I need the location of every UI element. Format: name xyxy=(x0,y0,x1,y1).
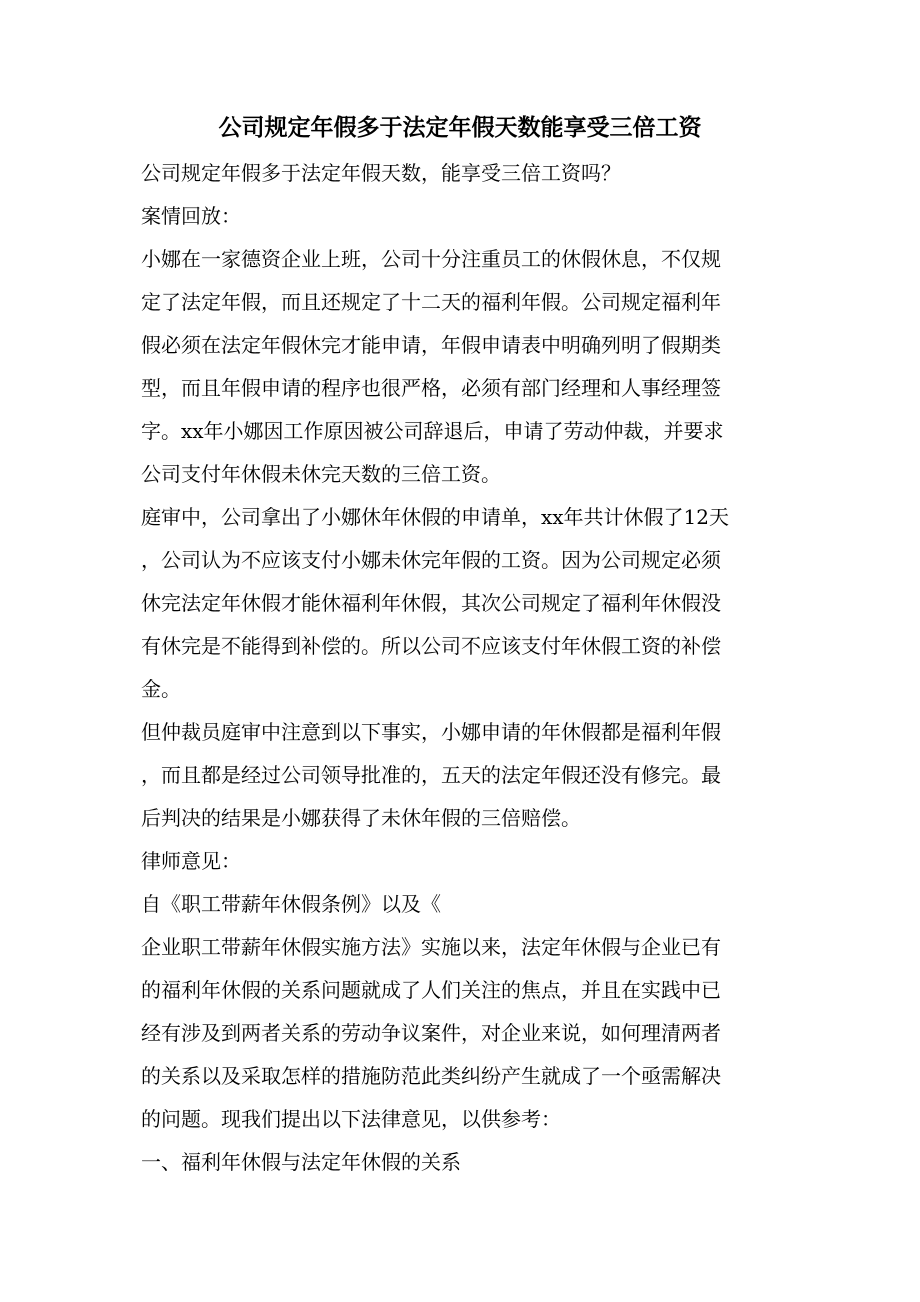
text-line: 庭审中，公司拿出了小娜休年休假的申请单，xx年共计休假了12天 xyxy=(141,505,730,529)
text-line: 小娜在一家德资企业上班，公司十分注重员工的休假休息，不仅规 xyxy=(141,247,721,271)
text-line: 的问题。现我们提出以下法律意见，以供参考： xyxy=(141,1107,561,1131)
text-line: 的福利年休假的关系问题就成了人们关注的焦点，并且在实践中已 xyxy=(141,978,721,1002)
text-line: 经有涉及到两者关系的劳动争议案件，对企业来说，如何理清两者 xyxy=(141,1021,721,1045)
text-line: 的关系以及采取怎样的措施防范此类纠纷产生就成了一个亟需解决 xyxy=(141,1064,721,1088)
text-line: 型，而且年假申请的程序也很严格，必须有部门经理和人事经理签 xyxy=(141,376,721,400)
text-line: 休完法定年休假才能休福利年休假，其次公司规定了福利年休假没 xyxy=(141,591,721,615)
document-title: 公司规定年假多于法定年假天数能享受三倍工资 xyxy=(218,114,702,141)
text-line: 后判决的结果是小娜获得了未休年假的三倍赔偿。 xyxy=(141,806,581,830)
text-line: 律师意见： xyxy=(141,849,241,873)
text-line: 但仲裁员庭审中注意到以下事实，小娜申请的年休假都是福利年假 xyxy=(141,720,721,744)
text-line: ，公司认为不应该支付小娜未休完年假的工资。因为公司规定必须 xyxy=(141,548,721,572)
text-line: 定了法定年假，而且还规定了十二天的福利年假。公司规定福利年 xyxy=(141,290,721,314)
text-line: 字。xx年小娜因工作原因被公司辞退后，申请了劳动仲裁，并要求 xyxy=(141,419,724,443)
text-line: 一、福利年休假与法定年休假的关系 xyxy=(141,1150,461,1174)
text-line: 公司规定年假多于法定年假天数，能享受三倍工资吗？ xyxy=(141,161,621,185)
text-line: 有休完是不能得到补偿的。所以公司不应该支付年休假工资的补偿 xyxy=(141,634,721,658)
text-line: ，而且都是经过公司领导批准的，五天的法定年假还没有修完。最 xyxy=(141,763,721,787)
text-line: 公司支付年休假未休完天数的三倍工资。 xyxy=(141,462,501,486)
text-line: 金。 xyxy=(141,677,181,701)
text-line: 企业职工带薪年休假实施方法》实施以来，法定年休假与企业已有 xyxy=(141,935,721,959)
text-line: 假必须在法定年假休完才能申请，年假申请表中明确列明了假期类 xyxy=(141,333,721,357)
text-line: 案情回放： xyxy=(141,204,241,228)
text-line: 自《职工带薪年休假条例》以及《 xyxy=(141,892,441,916)
